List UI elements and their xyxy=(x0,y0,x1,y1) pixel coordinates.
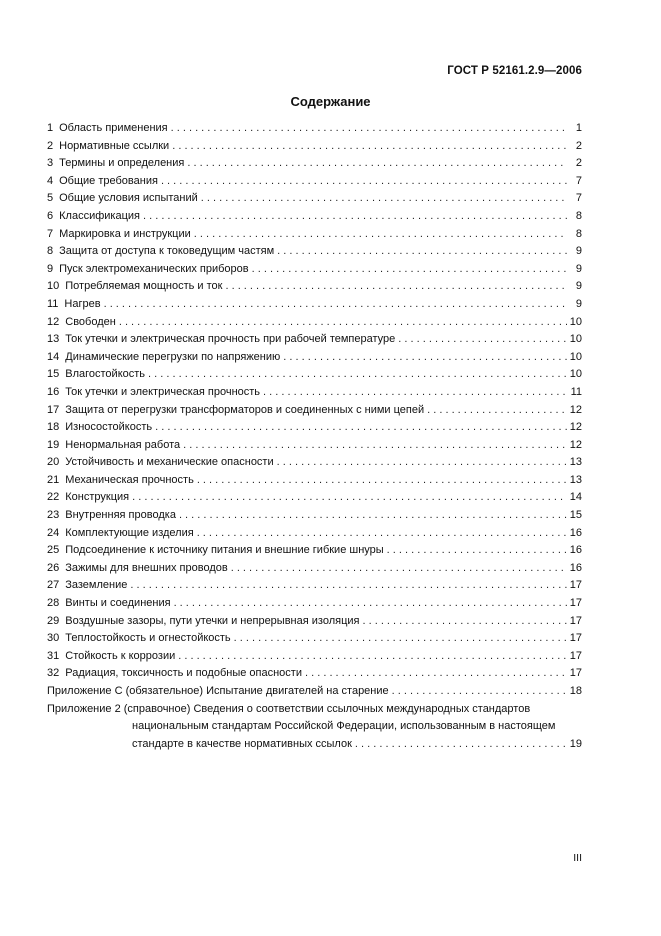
dot-leader xyxy=(398,333,566,345)
toc-entry[interactable] xyxy=(47,316,582,334)
dot-leader xyxy=(283,351,566,363)
toc-entry-number: 13 xyxy=(47,333,60,346)
toc-entry-label: Маркировка и инструкции xyxy=(59,227,191,240)
toc-entry-page: 17 xyxy=(569,649,582,662)
toc-entry-page: 17 xyxy=(569,614,582,627)
dot-leader xyxy=(161,175,567,187)
toc-entry-label: Стойкость к коррозии xyxy=(65,649,176,662)
toc-entry[interactable] xyxy=(47,439,582,457)
toc-entry-number: 9 xyxy=(47,262,54,275)
toc-entry-page: 1 xyxy=(575,122,582,134)
toc-entry-label: Динамические перегрузки по напряжению xyxy=(65,350,281,363)
toc-entry[interactable] xyxy=(47,650,582,668)
toc-entry-page: 13 xyxy=(569,473,582,486)
toc-entry-page: 10 xyxy=(569,315,582,328)
toc-entry-number: 19 xyxy=(47,438,60,451)
toc-entry-number: 2 xyxy=(47,139,54,152)
toc-entry-number: 14 xyxy=(47,350,60,363)
toc-entry-page: 8 xyxy=(575,209,582,222)
toc-entry-page: 13 xyxy=(569,456,582,469)
page-number: III xyxy=(573,852,582,864)
dot-leader xyxy=(252,263,567,275)
toc-entry-label: Ток утечки и электрическая прочность xyxy=(65,385,261,398)
toc-entry-label: Общие требования xyxy=(59,174,158,187)
toc-entry-page: 17 xyxy=(569,579,582,592)
toc-entry-label: Защита от доступа к токоведущим частям xyxy=(59,245,275,258)
toc-entry-page: 18 xyxy=(569,685,582,697)
toc-entry-label: Заземление xyxy=(65,579,128,592)
dot-leader xyxy=(130,579,566,591)
toc-entry[interactable] xyxy=(47,140,582,158)
dot-leader xyxy=(143,210,567,222)
toc-entry-label: Область применения xyxy=(59,122,168,134)
toc-entry[interactable] xyxy=(47,386,582,404)
toc-entry-number: 23 xyxy=(47,509,60,522)
toc-entry-label: Винты и соединения xyxy=(65,597,171,610)
toc-entry-label: Классификация xyxy=(59,209,140,222)
dot-leader xyxy=(201,192,567,204)
toc-entry[interactable] xyxy=(47,175,582,193)
toc-entry[interactable] xyxy=(47,456,582,474)
dot-leader xyxy=(172,140,567,152)
dot-leader xyxy=(355,738,567,750)
appendix-line xyxy=(47,703,582,721)
toc-entry-page: 17 xyxy=(569,632,582,645)
appendix-line xyxy=(47,720,582,738)
toc-entry-label: Нормативные ссылки xyxy=(59,139,170,152)
dot-leader xyxy=(178,650,567,662)
toc-entry-number: 8 xyxy=(47,245,54,258)
dot-leader xyxy=(104,298,567,310)
toc-entry-page: 9 xyxy=(575,297,582,310)
toc-entry-label: Теплостойкость и огнестойкость xyxy=(65,632,231,645)
toc-entry-page: 2 xyxy=(575,139,582,152)
toc-entry-number: 28 xyxy=(47,597,60,610)
appendix-line xyxy=(47,738,582,756)
dot-leader xyxy=(197,474,567,486)
toc-entry-page: 16 xyxy=(569,561,582,574)
dot-leader xyxy=(119,316,567,328)
toc-entry[interactable] xyxy=(47,157,582,175)
toc-entry-label: Подсоединение к источнику питания и внешние гибкие шнуры xyxy=(65,544,384,557)
dot-leader xyxy=(179,509,567,521)
dot-leader xyxy=(197,527,567,539)
toc-entry[interactable] xyxy=(47,632,582,650)
toc-entry[interactable] xyxy=(47,351,582,369)
dot-leader xyxy=(234,632,567,644)
dot-leader xyxy=(362,615,566,627)
toc-entry-label: Конструкция xyxy=(65,491,130,504)
toc-entry-label: Зажимы для внешних проводов xyxy=(65,561,228,574)
toc-entry-page: 16 xyxy=(569,526,582,539)
dot-leader xyxy=(171,122,567,134)
toc-entry[interactable] xyxy=(47,245,582,263)
dot-leader xyxy=(225,280,567,292)
toc-entry[interactable] xyxy=(47,263,582,281)
toc-entry-number: 3 xyxy=(47,157,54,170)
toc-entry-label: Комплектующие изделия xyxy=(65,526,194,539)
appendix-text: Приложение С (обязательное) Испытание двигателей на старение xyxy=(47,685,389,697)
toc-entry-page: 10 xyxy=(569,333,582,346)
toc-entry[interactable] xyxy=(47,491,582,509)
toc-entry-page: 10 xyxy=(569,350,582,363)
toc-entry-page: 12 xyxy=(569,438,582,451)
document-code: ГОСТ Р 52161.2.9—2006 xyxy=(447,65,582,77)
toc-entry[interactable] xyxy=(47,421,582,439)
page-title: Содержание xyxy=(290,94,371,109)
toc-appendix-entry[interactable] xyxy=(47,685,582,703)
toc-entry[interactable] xyxy=(47,544,582,562)
toc-entry[interactable] xyxy=(47,667,582,685)
toc-entry-page: 2 xyxy=(575,157,582,170)
appendix-text: Приложение 2 (справочное) Сведения о соответствии ссылочных международных стандартов xyxy=(47,702,531,715)
toc-entry-number: 20 xyxy=(47,456,60,469)
toc-entry-label: Влагостойкость xyxy=(65,368,146,381)
toc-entry-page: 9 xyxy=(575,262,582,275)
toc-entry-label: Радиация, токсичность и подобные опасности xyxy=(65,667,302,680)
toc-entry[interactable] xyxy=(47,122,582,140)
dot-leader xyxy=(277,456,567,468)
toc-entry-page: 11 xyxy=(570,385,582,398)
dot-leader xyxy=(277,245,567,257)
toc-entry-page: 8 xyxy=(575,227,582,240)
toc-entry[interactable] xyxy=(47,474,582,492)
toc-entry[interactable] xyxy=(47,579,582,597)
toc-entry-label: Нагрев xyxy=(64,297,101,310)
toc-entry-page: 12 xyxy=(569,403,582,416)
toc-entry-label: Ненормальная работа xyxy=(65,438,181,451)
toc-entry-label: Общие условия испытаний xyxy=(59,192,198,205)
toc-entry-number: 22 xyxy=(47,491,60,504)
toc-entry-label: Пуск электромеханических приборов xyxy=(59,262,249,275)
toc-entry-label: Механическая прочность xyxy=(65,473,194,486)
toc-entry-page: 12 xyxy=(569,421,582,434)
dot-leader xyxy=(132,491,567,503)
toc-entry[interactable] xyxy=(47,368,582,386)
dot-leader xyxy=(183,439,567,451)
dot-leader xyxy=(263,386,567,398)
toc-entry-label: Воздушные зазоры, пути утечки и непрерывная изоляция xyxy=(65,614,360,627)
toc-entry-number: 31 xyxy=(47,649,60,662)
toc-entry-page: 7 xyxy=(575,174,582,187)
dot-leader xyxy=(392,685,567,697)
toc-entry[interactable] xyxy=(47,597,582,615)
toc-entry-number: 11 xyxy=(47,297,59,310)
toc-entry-number: 29 xyxy=(47,614,60,627)
toc-entry-page: 10 xyxy=(569,368,582,381)
toc-entry-number: 15 xyxy=(47,368,60,381)
appendix-text: национальным стандартам Российской Федерации, использованным в настоящем xyxy=(132,720,556,733)
toc-entry-number: 32 xyxy=(47,667,60,680)
toc-entry-page: 15 xyxy=(569,509,582,522)
toc-entry[interactable] xyxy=(47,228,582,246)
toc-entry-number: 30 xyxy=(47,632,60,645)
toc-entry-number: 17 xyxy=(47,403,60,416)
toc-entry-page: 9 xyxy=(575,280,582,293)
toc-entry[interactable] xyxy=(47,509,582,527)
dot-leader xyxy=(155,421,567,433)
toc-entry[interactable] xyxy=(47,562,582,580)
dot-leader xyxy=(231,562,567,574)
toc-entry[interactable] xyxy=(47,527,582,545)
toc-entry-label: Потребляемая мощность и ток xyxy=(65,280,223,293)
toc-entry-number: 7 xyxy=(47,227,54,240)
toc-entry-page: 17 xyxy=(569,597,582,610)
toc-entry-number: 18 xyxy=(47,421,60,434)
toc-entry[interactable] xyxy=(47,615,582,633)
toc-entry-number: 24 xyxy=(47,526,60,539)
toc-entry[interactable] xyxy=(47,210,582,228)
toc-entry-number: 5 xyxy=(47,192,54,205)
toc-entry[interactable] xyxy=(47,192,582,210)
toc-entry-number: 26 xyxy=(47,561,60,574)
dot-leader xyxy=(427,404,567,416)
toc-entry-page: 19 xyxy=(569,737,582,750)
toc-entry-number: 6 xyxy=(47,209,54,222)
toc-entry-label: Устойчивость и механические опасности xyxy=(65,456,274,469)
dot-leader xyxy=(387,544,567,556)
toc-entry[interactable] xyxy=(47,280,582,298)
toc-entry[interactable] xyxy=(47,404,582,422)
toc-entry[interactable] xyxy=(47,298,582,316)
toc-entry-page: 9 xyxy=(575,245,582,258)
toc-entry-number: 1 xyxy=(47,122,54,134)
toc-entry[interactable] xyxy=(47,333,582,351)
toc-entry-number: 21 xyxy=(47,473,60,486)
toc-entry-number: 25 xyxy=(47,544,60,557)
toc-entry-label: Износостойкость xyxy=(65,421,153,434)
appendix-text: стандарте в качестве нормативных ссылок xyxy=(132,737,352,750)
toc-entry-number: 12 xyxy=(47,315,60,328)
toc-entry-number: 4 xyxy=(47,174,54,187)
toc-entry-number: 27 xyxy=(47,579,60,592)
toc-entry-page: 7 xyxy=(575,192,582,205)
appendix-line xyxy=(47,685,582,703)
toc-entry-number: 16 xyxy=(47,385,60,398)
dot-leader xyxy=(148,368,567,380)
toc-entry-number: 10 xyxy=(47,280,60,293)
toc-entry-label: Внутренняя проводка xyxy=(65,509,176,522)
toc-entry-label: Защита от перегрузки трансформаторов и соединенных с ними цепей xyxy=(65,403,425,416)
toc-entry-page: 17 xyxy=(569,667,582,680)
table-of-contents xyxy=(47,122,582,755)
toc-entry-label: Ток утечки и электрическая прочность при рабочей температуре xyxy=(65,333,396,346)
toc-entry-page: 16 xyxy=(569,544,582,557)
toc-entry-label: Свободен xyxy=(65,315,116,328)
dot-leader xyxy=(194,228,567,240)
dot-leader xyxy=(174,597,567,609)
toc-entry-label: Термины и определения xyxy=(59,157,185,170)
toc-appendix-entry[interactable] xyxy=(47,703,582,756)
dot-leader xyxy=(305,667,567,679)
dot-leader xyxy=(187,157,567,169)
toc-entry-page: 14 xyxy=(569,491,582,504)
